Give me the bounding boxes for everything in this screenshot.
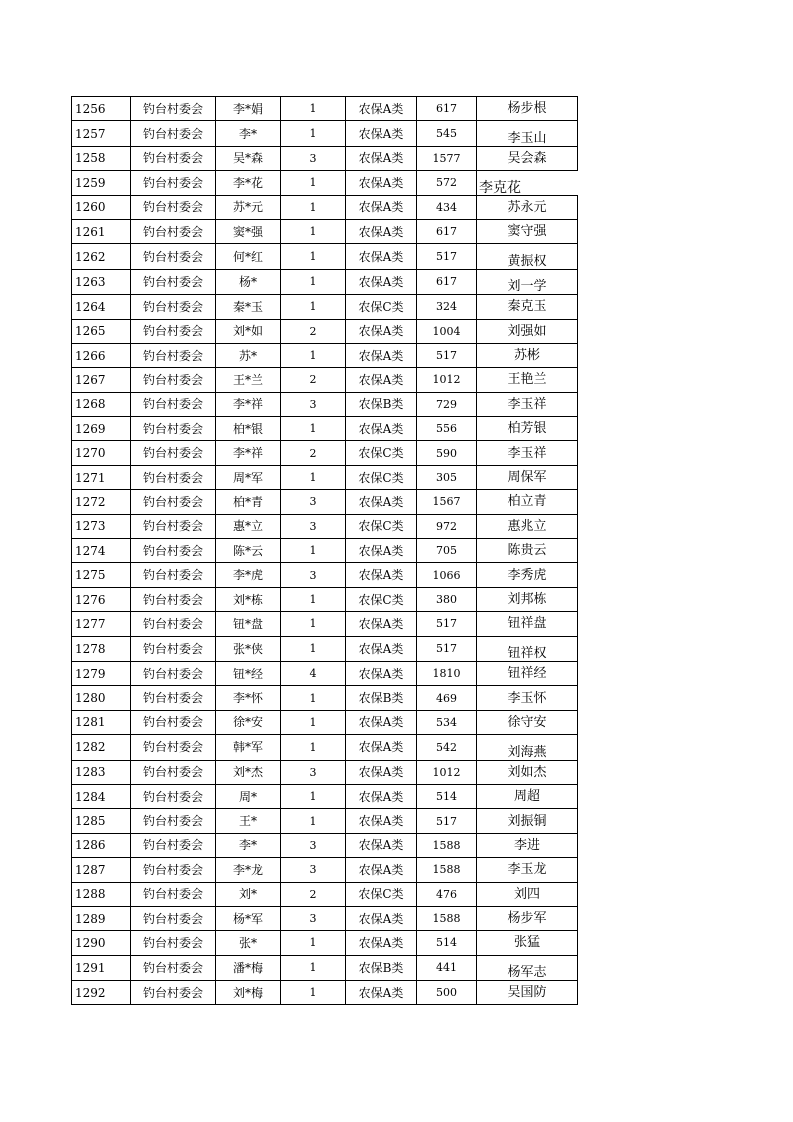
- row-number-cell: 1259: [72, 171, 131, 195]
- row-number-cell: 1276: [72, 587, 131, 611]
- insurance-type-cell: 农保A类: [346, 612, 417, 636]
- village-cell: 钓台村委会: [131, 269, 216, 294]
- amount-cell: 1810: [417, 661, 477, 685]
- village-cell: 钓台村委会: [131, 906, 216, 930]
- recipient-name-cell: 李玉山: [477, 121, 578, 146]
- insurance-type-cell: 农保A类: [346, 417, 417, 441]
- insurance-type-cell: 农保A类: [346, 539, 417, 563]
- household-count-cell: 1: [281, 955, 346, 980]
- masked-name-cell: 柏*青: [216, 490, 281, 514]
- row-number-cell: 1292: [72, 981, 131, 1005]
- recipient-name-cell: 柏芳银: [477, 417, 578, 441]
- masked-name-cell: 王*: [216, 809, 281, 833]
- insurance-type-cell: 农保C类: [346, 882, 417, 906]
- recipient-name-cell: 黄振权: [477, 244, 578, 269]
- row-number-cell: 1268: [72, 392, 131, 416]
- household-count-cell: 1: [281, 97, 346, 121]
- village-cell: 钓台村委会: [131, 465, 216, 489]
- village-cell: 钓台村委会: [131, 735, 216, 760]
- household-count-cell: 1: [281, 784, 346, 808]
- masked-name-cell: 杨*军: [216, 906, 281, 930]
- insurance-type-cell: 农保A类: [346, 121, 417, 146]
- row-number-cell: 1269: [72, 417, 131, 441]
- household-count-cell: 1: [281, 244, 346, 269]
- row-number-cell: 1278: [72, 636, 131, 661]
- masked-name-cell: 刘*杰: [216, 760, 281, 784]
- household-count-cell: 2: [281, 368, 346, 392]
- village-cell: 钓台村委会: [131, 661, 216, 685]
- table-row: [72, 490, 578, 514]
- amount-cell: 517: [417, 809, 477, 833]
- insurance-type-cell: 农保A类: [346, 931, 417, 955]
- masked-name-cell: 刘*栋: [216, 587, 281, 611]
- masked-name-cell: 张*: [216, 931, 281, 955]
- amount-cell: 617: [417, 269, 477, 294]
- insurance-type-cell: 农保A类: [346, 97, 417, 121]
- village-cell: 钓台村委会: [131, 981, 216, 1005]
- table-row: [72, 417, 578, 441]
- household-count-cell: 1: [281, 417, 346, 441]
- recipient-name-cell: 苏永元: [477, 195, 578, 219]
- recipient-name-cell: 秦克玉: [477, 295, 578, 319]
- row-number-cell: 1270: [72, 441, 131, 465]
- row-number-cell: 1272: [72, 490, 131, 514]
- row-number-cell: 1291: [72, 955, 131, 980]
- household-count-cell: 1: [281, 269, 346, 294]
- table-row: [72, 636, 578, 661]
- household-count-cell: 1: [281, 931, 346, 955]
- household-count-cell: 3: [281, 514, 346, 538]
- insurance-type-cell: 农保A类: [346, 981, 417, 1005]
- household-count-cell: 1: [281, 735, 346, 760]
- village-cell: 钓台村委会: [131, 539, 216, 563]
- insurance-type-cell: 农保A类: [346, 269, 417, 294]
- recipient-name-cell: 李玉龙: [477, 858, 578, 882]
- masked-name-cell: 李*: [216, 833, 281, 857]
- row-number-cell: 1277: [72, 612, 131, 636]
- recipient-name-cell: 李玉祥: [477, 441, 578, 465]
- masked-name-cell: 钮*经: [216, 661, 281, 685]
- amount-cell: 1588: [417, 906, 477, 930]
- village-cell: 钓台村委会: [131, 121, 216, 146]
- insurance-type-cell: 农保A类: [346, 343, 417, 367]
- insurance-type-cell: 农保A类: [346, 490, 417, 514]
- amount-cell: 729: [417, 392, 477, 416]
- amount-cell: 572: [417, 171, 477, 195]
- amount-cell: 617: [417, 97, 477, 121]
- village-cell: 钓台村委会: [131, 955, 216, 980]
- masked-name-cell: 刘*如: [216, 319, 281, 343]
- row-number-cell: 1290: [72, 931, 131, 955]
- household-count-cell: 1: [281, 686, 346, 710]
- household-count-cell: 1: [281, 465, 346, 489]
- assistance-table: [71, 96, 578, 1005]
- amount-cell: 972: [417, 514, 477, 538]
- row-number-cell: 1273: [72, 514, 131, 538]
- masked-name-cell: 柏*银: [216, 417, 281, 441]
- table-row: [72, 563, 578, 587]
- village-cell: 钓台村委会: [131, 587, 216, 611]
- village-cell: 钓台村委会: [131, 195, 216, 219]
- amount-cell: 380: [417, 587, 477, 611]
- household-count-cell: 1: [281, 981, 346, 1005]
- table-row: [72, 981, 578, 1005]
- amount-cell: 545: [417, 121, 477, 146]
- village-cell: 钓台村委会: [131, 809, 216, 833]
- masked-name-cell: 惠*立: [216, 514, 281, 538]
- masked-name-cell: 李*花: [216, 171, 281, 195]
- insurance-type-cell: 农保B类: [346, 686, 417, 710]
- table-row: [72, 906, 578, 930]
- recipient-name-cell: 窦守强: [477, 219, 578, 243]
- amount-cell: 476: [417, 882, 477, 906]
- recipient-name-cell: 刘海燕: [477, 735, 578, 760]
- amount-cell: 517: [417, 343, 477, 367]
- row-number-cell: 1289: [72, 906, 131, 930]
- recipient-name-cell: 李克花: [477, 171, 578, 195]
- village-cell: 钓台村委会: [131, 833, 216, 857]
- village-cell: 钓台村委会: [131, 563, 216, 587]
- household-count-cell: 1: [281, 809, 346, 833]
- insurance-type-cell: 农保A类: [346, 195, 417, 219]
- insurance-type-cell: 农保A类: [346, 146, 417, 170]
- village-cell: 钓台村委会: [131, 490, 216, 514]
- insurance-type-cell: 农保A类: [346, 710, 417, 734]
- insurance-type-cell: 农保A类: [346, 171, 417, 195]
- table-row: [72, 121, 578, 146]
- village-cell: 钓台村委会: [131, 760, 216, 784]
- table-row: [72, 784, 578, 808]
- household-count-cell: 1: [281, 587, 346, 611]
- table-row: [72, 146, 578, 170]
- village-cell: 钓台村委会: [131, 319, 216, 343]
- recipient-name-cell: 刘一学: [477, 269, 578, 294]
- insurance-type-cell: 农保A类: [346, 368, 417, 392]
- table-row: [72, 465, 578, 489]
- insurance-type-cell: 农保A类: [346, 319, 417, 343]
- amount-cell: 1588: [417, 858, 477, 882]
- household-count-cell: 1: [281, 219, 346, 243]
- recipient-name-cell: 李玉祥: [477, 392, 578, 416]
- masked-name-cell: 李*祥: [216, 392, 281, 416]
- household-count-cell: 3: [281, 490, 346, 514]
- row-number-cell: 1282: [72, 735, 131, 760]
- table-row: [72, 612, 578, 636]
- masked-name-cell: 周*军: [216, 465, 281, 489]
- insurance-type-cell: 农保A类: [346, 906, 417, 930]
- row-number-cell: 1274: [72, 539, 131, 563]
- amount-cell: 514: [417, 784, 477, 808]
- table-row: [72, 368, 578, 392]
- household-count-cell: 1: [281, 343, 346, 367]
- recipient-name-cell: 杨军志: [477, 955, 578, 980]
- household-count-cell: 1: [281, 171, 346, 195]
- masked-name-cell: 李*龙: [216, 858, 281, 882]
- recipient-name-cell: 徐守安: [477, 710, 578, 734]
- village-cell: 钓台村委会: [131, 392, 216, 416]
- table-row: [72, 661, 578, 685]
- table-row: [72, 686, 578, 710]
- insurance-type-cell: 农保B类: [346, 955, 417, 980]
- masked-name-cell: 张*侠: [216, 636, 281, 661]
- amount-cell: 1588: [417, 833, 477, 857]
- recipient-name-cell: 苏彬: [477, 343, 578, 367]
- household-count-cell: 3: [281, 392, 346, 416]
- household-count-cell: 1: [281, 612, 346, 636]
- row-number-cell: 1257: [72, 121, 131, 146]
- household-count-cell: 2: [281, 882, 346, 906]
- table-row: [72, 392, 578, 416]
- masked-name-cell: 钮*盘: [216, 612, 281, 636]
- recipient-name-cell: 吴会森: [477, 146, 578, 170]
- village-cell: 钓台村委会: [131, 441, 216, 465]
- insurance-type-cell: 农保A类: [346, 833, 417, 857]
- household-count-cell: 1: [281, 539, 346, 563]
- row-number-cell: 1256: [72, 97, 131, 121]
- table-row: [72, 219, 578, 243]
- amount-cell: 1066: [417, 563, 477, 587]
- table-row: [72, 97, 578, 121]
- table-row: [72, 809, 578, 833]
- table-row: [72, 760, 578, 784]
- recipient-name-cell: 李秀虎: [477, 563, 578, 587]
- amount-cell: 1012: [417, 760, 477, 784]
- insurance-type-cell: 农保A类: [346, 784, 417, 808]
- village-cell: 钓台村委会: [131, 612, 216, 636]
- insurance-type-cell: 农保C类: [346, 441, 417, 465]
- village-cell: 钓台村委会: [131, 146, 216, 170]
- village-cell: 钓台村委会: [131, 97, 216, 121]
- recipient-name-cell: 钮祥经: [477, 661, 578, 685]
- masked-name-cell: 苏*元: [216, 195, 281, 219]
- masked-name-cell: 杨*: [216, 269, 281, 294]
- amount-cell: 1004: [417, 319, 477, 343]
- row-number-cell: 1263: [72, 269, 131, 294]
- amount-cell: 517: [417, 636, 477, 661]
- household-count-cell: 1: [281, 295, 346, 319]
- row-number-cell: 1288: [72, 882, 131, 906]
- insurance-type-cell: 农保C类: [346, 295, 417, 319]
- amount-cell: 590: [417, 441, 477, 465]
- amount-cell: 1567: [417, 490, 477, 514]
- recipient-name-cell: 刘四: [477, 882, 578, 906]
- amount-cell: 441: [417, 955, 477, 980]
- insurance-type-cell: 农保A类: [346, 735, 417, 760]
- village-cell: 钓台村委会: [131, 882, 216, 906]
- masked-name-cell: 李*祥: [216, 441, 281, 465]
- recipient-name-cell: 周超: [477, 784, 578, 808]
- village-cell: 钓台村委会: [131, 295, 216, 319]
- table-row: [72, 735, 578, 760]
- amount-cell: 500: [417, 981, 477, 1005]
- table-row: [72, 244, 578, 269]
- masked-name-cell: 何*红: [216, 244, 281, 269]
- household-count-cell: 1: [281, 710, 346, 734]
- table-row: [72, 931, 578, 955]
- table-row: [72, 587, 578, 611]
- village-cell: 钓台村委会: [131, 417, 216, 441]
- masked-name-cell: 窦*强: [216, 219, 281, 243]
- village-cell: 钓台村委会: [131, 244, 216, 269]
- village-cell: 钓台村委会: [131, 219, 216, 243]
- table-row: [72, 343, 578, 367]
- masked-name-cell: 韩*军: [216, 735, 281, 760]
- insurance-type-cell: 农保B类: [346, 392, 417, 416]
- recipient-name-cell: 刘邦栋: [477, 587, 578, 611]
- amount-cell: 324: [417, 295, 477, 319]
- amount-cell: 305: [417, 465, 477, 489]
- masked-name-cell: 苏*: [216, 343, 281, 367]
- masked-name-cell: 李*娟: [216, 97, 281, 121]
- amount-cell: 705: [417, 539, 477, 563]
- insurance-type-cell: 农保A类: [346, 636, 417, 661]
- household-count-cell: 3: [281, 833, 346, 857]
- masked-name-cell: 刘*梅: [216, 981, 281, 1005]
- recipient-name-cell: 柏立青: [477, 490, 578, 514]
- table-row: [72, 858, 578, 882]
- household-count-cell: 3: [281, 906, 346, 930]
- recipient-name-cell: 钮祥盘: [477, 612, 578, 636]
- insurance-type-cell: 农保A类: [346, 563, 417, 587]
- village-cell: 钓台村委会: [131, 784, 216, 808]
- amount-cell: 1012: [417, 368, 477, 392]
- household-count-cell: 1: [281, 636, 346, 661]
- insurance-type-cell: 农保A类: [346, 661, 417, 685]
- village-cell: 钓台村委会: [131, 514, 216, 538]
- masked-name-cell: 李*怀: [216, 686, 281, 710]
- amount-cell: 542: [417, 735, 477, 760]
- amount-cell: 469: [417, 686, 477, 710]
- recipient-name-cell: 李进: [477, 833, 578, 857]
- recipient-name-cell: 王艳兰: [477, 368, 578, 392]
- row-number-cell: 1265: [72, 319, 131, 343]
- recipient-name-cell: 李玉怀: [477, 686, 578, 710]
- row-number-cell: 1280: [72, 686, 131, 710]
- recipient-name-cell: 陈贵云: [477, 539, 578, 563]
- village-cell: 钓台村委会: [131, 686, 216, 710]
- village-cell: 钓台村委会: [131, 636, 216, 661]
- masked-name-cell: 陈*云: [216, 539, 281, 563]
- recipient-name-cell: 周保军: [477, 465, 578, 489]
- row-number-cell: 1287: [72, 858, 131, 882]
- table-row: [72, 882, 578, 906]
- insurance-type-cell: 农保A类: [346, 760, 417, 784]
- row-number-cell: 1260: [72, 195, 131, 219]
- row-number-cell: 1284: [72, 784, 131, 808]
- recipient-name-cell: 杨步军: [477, 906, 578, 930]
- village-cell: 钓台村委会: [131, 931, 216, 955]
- row-number-cell: 1285: [72, 809, 131, 833]
- table-row: [72, 833, 578, 857]
- recipient-name-cell: 刘振铜: [477, 809, 578, 833]
- masked-name-cell: 刘*: [216, 882, 281, 906]
- table-row: [72, 195, 578, 219]
- masked-name-cell: 徐*安: [216, 710, 281, 734]
- recipient-name-cell: 惠兆立: [477, 514, 578, 538]
- table-row: [72, 171, 578, 195]
- household-count-cell: 3: [281, 858, 346, 882]
- amount-cell: 514: [417, 931, 477, 955]
- masked-name-cell: 吴*森: [216, 146, 281, 170]
- insurance-type-cell: 农保A类: [346, 809, 417, 833]
- row-number-cell: 1275: [72, 563, 131, 587]
- recipient-name-cell: 刘如杰: [477, 760, 578, 784]
- masked-name-cell: 李*: [216, 121, 281, 146]
- village-cell: 钓台村委会: [131, 171, 216, 195]
- row-number-cell: 1262: [72, 244, 131, 269]
- table-row: [72, 539, 578, 563]
- insurance-type-cell: 农保A类: [346, 244, 417, 269]
- amount-cell: 617: [417, 219, 477, 243]
- row-number-cell: 1267: [72, 368, 131, 392]
- masked-name-cell: 秦*玉: [216, 295, 281, 319]
- household-count-cell: 2: [281, 441, 346, 465]
- amount-cell: 556: [417, 417, 477, 441]
- amount-cell: 517: [417, 244, 477, 269]
- amount-cell: 1577: [417, 146, 477, 170]
- table-row: [72, 710, 578, 734]
- household-count-cell: 1: [281, 121, 346, 146]
- village-cell: 钓台村委会: [131, 710, 216, 734]
- insurance-type-cell: 农保C类: [346, 587, 417, 611]
- table-row: [72, 319, 578, 343]
- recipient-name-cell: 张猛: [477, 931, 578, 955]
- table-body: [72, 97, 578, 1005]
- masked-name-cell: 周*: [216, 784, 281, 808]
- household-count-cell: 4: [281, 661, 346, 685]
- village-cell: 钓台村委会: [131, 343, 216, 367]
- recipient-name-cell: 吴国防: [477, 981, 578, 1005]
- row-number-cell: 1279: [72, 661, 131, 685]
- village-cell: 钓台村委会: [131, 858, 216, 882]
- row-number-cell: 1286: [72, 833, 131, 857]
- amount-cell: 434: [417, 195, 477, 219]
- row-number-cell: 1271: [72, 465, 131, 489]
- table-row: [72, 955, 578, 980]
- masked-name-cell: 李*虎: [216, 563, 281, 587]
- recipient-name-cell: 杨步根: [477, 97, 578, 121]
- row-number-cell: 1258: [72, 146, 131, 170]
- insurance-type-cell: 农保A类: [346, 858, 417, 882]
- row-number-cell: 1261: [72, 219, 131, 243]
- masked-name-cell: 王*兰: [216, 368, 281, 392]
- amount-cell: 517: [417, 612, 477, 636]
- row-number-cell: 1283: [72, 760, 131, 784]
- masked-name-cell: 潘*梅: [216, 955, 281, 980]
- recipient-name-cell: 钮祥权: [477, 636, 578, 661]
- row-number-cell: 1264: [72, 295, 131, 319]
- household-count-cell: 1: [281, 195, 346, 219]
- table-row: [72, 295, 578, 319]
- row-number-cell: 1281: [72, 710, 131, 734]
- household-count-cell: 3: [281, 563, 346, 587]
- table-row: [72, 441, 578, 465]
- household-count-cell: 3: [281, 760, 346, 784]
- table-row: [72, 269, 578, 294]
- village-cell: 钓台村委会: [131, 368, 216, 392]
- amount-cell: 534: [417, 710, 477, 734]
- recipient-name-cell: 刘强如: [477, 319, 578, 343]
- insurance-type-cell: 农保C类: [346, 514, 417, 538]
- insurance-type-cell: 农保A类: [346, 219, 417, 243]
- table-row: [72, 514, 578, 538]
- insurance-type-cell: 农保C类: [346, 465, 417, 489]
- household-count-cell: 2: [281, 319, 346, 343]
- household-count-cell: 3: [281, 146, 346, 170]
- row-number-cell: 1266: [72, 343, 131, 367]
